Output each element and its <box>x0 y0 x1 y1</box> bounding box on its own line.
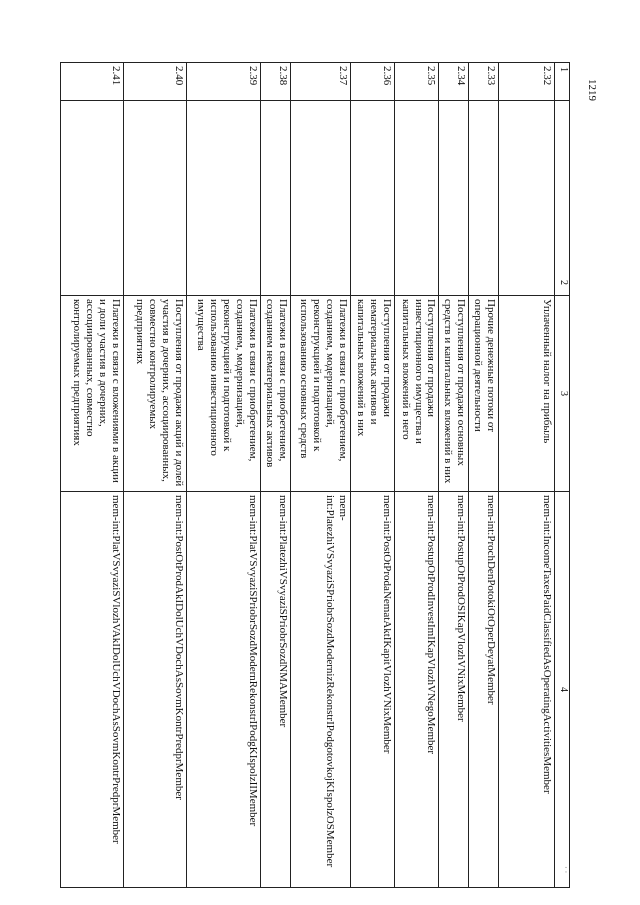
row-col2 <box>439 101 469 296</box>
row-col2 <box>469 101 499 296</box>
row-name: Платежи в связи с приобретением, созданием нематериальных активов <box>261 296 291 492</box>
page-number: 1219 <box>586 79 598 101</box>
row-number: 2.37 <box>291 63 351 101</box>
row-col2 <box>350 101 394 296</box>
row-number: 2.39 <box>186 63 260 101</box>
table-header-row <box>555 63 570 888</box>
header-col-2: 2 <box>555 101 570 296</box>
row-member: mem-int:PlatVSvyaziSVlozhVAkIDolUchVDochAsSovmKontrPredprMember <box>61 492 124 888</box>
table-row <box>123 63 186 888</box>
row-member: mem-int:PlatVSvyaziSPriobrSozdModernRekonstrIPodgKIspolzIIMember <box>186 492 260 888</box>
table-row <box>499 63 555 888</box>
row-col2 <box>261 101 291 296</box>
row-member: mem-int:PlatezhiVSvyaziSPriobrSozdModernizRekonstrIPodgotovkojKIspolzOSMember <box>291 492 351 888</box>
row-col2 <box>499 101 555 296</box>
row-name: Поступления от продажи основных средств и капитальных вложений в них <box>439 296 469 492</box>
row-number: 2.36 <box>350 63 394 101</box>
row-number: 2.40 <box>123 63 186 101</box>
header-col-3: 3 <box>555 296 570 492</box>
row-name: Поступления от продажи инвестиционного имущества и капитальных вложений в него <box>395 296 439 492</box>
row-number: 2.41 <box>61 63 124 101</box>
row-col2 <box>186 101 260 296</box>
table-row <box>291 63 351 888</box>
row-number: 2.32 <box>499 63 555 101</box>
row-name: Платежи в связи с вложениями в акции и доли участия в дочерних, ассоциированных, совместно контролируемых предприятиях <box>61 296 124 492</box>
table-container <box>60 62 570 887</box>
row-number: 2.35 <box>395 63 439 101</box>
row-member: mem-int:PostOtProdaNematAktIKapitVlozhVNixMember <box>350 492 394 888</box>
row-name: Платежи в связи с приобретением, созданием, модернизацией, реконструкцией и подготовкой к использованию основных средств <box>291 296 351 492</box>
row-member: mem-int:IncomeTaxesPaidClassifiedAsOperatingActivitiesMember <box>499 492 555 888</box>
table-row <box>439 63 469 888</box>
row-member: mem-int:PostupOtProdOSIKapVlozhVNixMember <box>439 492 469 888</box>
table-row <box>395 63 439 888</box>
row-number: 2.34 <box>439 63 469 101</box>
row-number: 2.33 <box>469 63 499 101</box>
header-col-1: 1 <box>555 63 570 101</box>
row-col2 <box>123 101 186 296</box>
edge-marks: · · <box>561 866 570 874</box>
table-row <box>61 63 124 888</box>
row-col2 <box>395 101 439 296</box>
row-name: Прочие денежные потоки от операционной деятельности <box>469 296 499 492</box>
row-member: mem-int:PostupOtProdInvestImIKapVlozhVNegoMember <box>395 492 439 888</box>
row-col2 <box>61 101 124 296</box>
row-col2 <box>291 101 351 296</box>
row-member: mem-int:PlatezhiVSvyaziSPriobrSozdNMAMember <box>261 492 291 888</box>
table-row <box>186 63 260 888</box>
row-name: Поступления от продажи нематериальных активов и капитальных вложений в них <box>350 296 394 492</box>
table-row <box>469 63 499 888</box>
row-member: mem-int:PostOtProdAkIDolUchVDochAsSovmKontrPredprMember <box>123 492 186 888</box>
row-name: Поступления от продажи акций и долей участия в дочерних, ассоциированных, совместно контролируемых предприятиях <box>123 296 186 492</box>
row-member: mem-int:ProchDenPotokiOtOperDeyatMember <box>469 492 499 888</box>
table-row <box>261 63 291 888</box>
row-name: Платежи в связи с приобретением, созданием, модернизацией, реконструкцией и подготовкой к использованию инвестиционного имущества <box>186 296 260 492</box>
data-table <box>60 62 570 888</box>
row-number: 2.38 <box>261 63 291 101</box>
row-name: Уплаченный налог на прибыль <box>499 296 555 492</box>
header-col-4: 4 <box>555 492 570 888</box>
table-row <box>350 63 394 888</box>
